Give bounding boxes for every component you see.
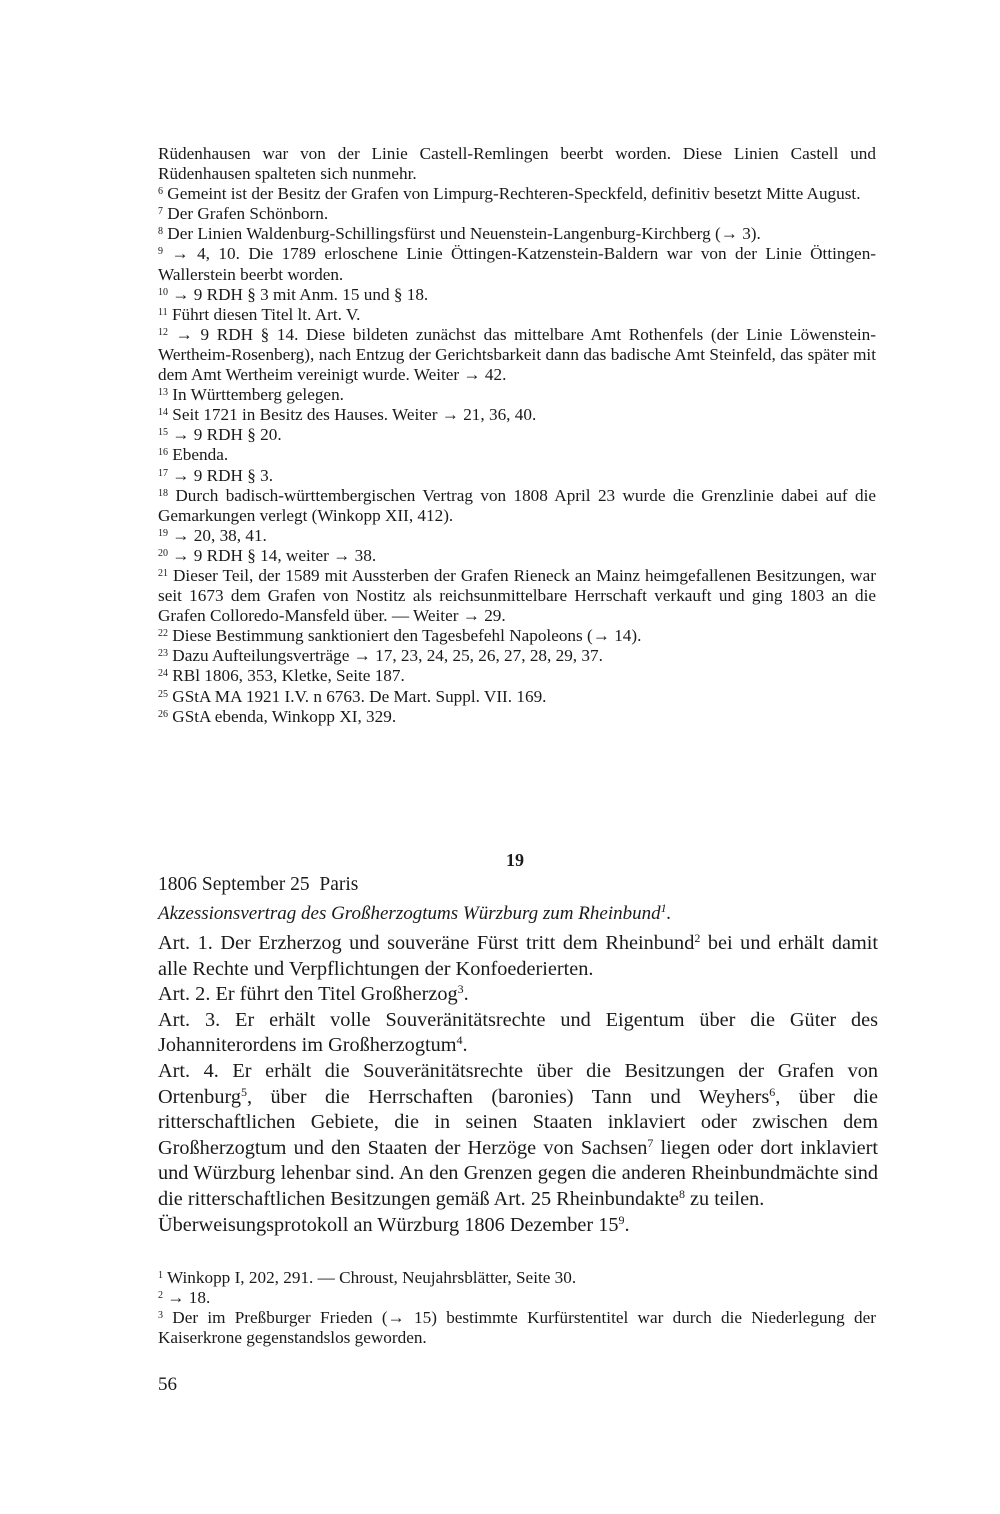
footnote-text: Ebenda. xyxy=(172,445,229,465)
footnote-text: GStA MA 1921 I.V. n 6763. De Mart. Suppl. VII. 169. xyxy=(172,686,547,706)
article-text: Art. 1. Der Erzherzog und souveräne Fürst tritt dem Rheinbund xyxy=(158,932,695,954)
footnote xyxy=(158,566,876,626)
footnote-text: → 20, 38, 41. xyxy=(172,525,267,545)
article-text: . xyxy=(462,1034,468,1057)
footnote xyxy=(158,305,876,325)
footnote-text: → 18. xyxy=(167,1288,211,1308)
article-text: . xyxy=(624,1213,630,1236)
footnote-text: In Württemberg gelegen. xyxy=(172,385,344,405)
footnote xyxy=(158,626,876,646)
article-2 xyxy=(158,982,878,1008)
footnote-mark: 23 xyxy=(158,648,168,660)
footnote-text: Der im Preßburger Frieden (→ 15) bestimmte Kurfürstentitel war durch die Niederlegung der Kaiserkrone gegenstandslos geworden. xyxy=(158,1308,876,1348)
document-title-end: . xyxy=(666,903,672,924)
footnote-mark: 7 xyxy=(158,206,163,218)
footnote xyxy=(158,1268,876,1288)
footnote-text: Seit 1721 in Besitz des Hauses. Weiter → 21, 36, 40. xyxy=(172,405,537,425)
footnote-mark: 24 xyxy=(158,668,168,680)
footnote-mark: 10 xyxy=(158,286,168,298)
footnote xyxy=(158,546,876,566)
footnote-text: GStA ebenda, Winkopp XI, 329. xyxy=(172,706,397,726)
footnote-ref: 8 xyxy=(678,1186,685,1201)
article-text: , über die Herrschaften (baronies) Tann und Weyhers xyxy=(247,1085,770,1108)
footnote-mark: 18 xyxy=(158,487,168,499)
article-4 xyxy=(158,1059,878,1213)
footnote-text: Der Linien Waldenburg-Schillingsfürst und Neuenstein-Langenburg-Kirchberg (→ 3). xyxy=(167,224,761,244)
footnote-ref: 9 xyxy=(618,1212,625,1227)
footnote-mark: 8 xyxy=(158,226,163,238)
treaty-articles xyxy=(158,931,878,1238)
footnote xyxy=(158,204,876,224)
article-text: . xyxy=(463,983,469,1006)
footnote xyxy=(158,1288,876,1308)
footnote-text: → 9 RDH § 20. xyxy=(172,425,282,445)
footnote-mark: 20 xyxy=(158,547,168,559)
footnote-mark: 15 xyxy=(158,427,168,439)
footnote xyxy=(158,184,876,204)
footnote-mark: 13 xyxy=(158,387,168,399)
footnote xyxy=(158,486,876,526)
footnote xyxy=(158,325,876,385)
article-text: Überweisungsprotokoll an Würzburg 1806 Dezember 15 xyxy=(158,1213,619,1236)
footnote-text: Führt diesen Titel lt. Art. V. xyxy=(171,304,361,324)
footnote-ref: 4 xyxy=(456,1033,463,1048)
article-text: Art. 3. Er erhält volle Souveränitätsrechte und Eigentum über die Güter des Johanniterordens im Großherzogtum xyxy=(158,1008,878,1057)
footnote-ref: 1 xyxy=(660,901,667,915)
transfer-protocol xyxy=(158,1213,878,1239)
footnote-mark: 11 xyxy=(158,306,168,318)
footnote-mark: 26 xyxy=(158,708,168,720)
footnote xyxy=(158,405,876,425)
footnote-text: Gemeint ist der Besitz der Grafen von Limpurg-Rechteren-Speckfeld, definitiv besetzt Mitte August. xyxy=(167,184,861,204)
article-3 xyxy=(158,1008,878,1059)
footnote xyxy=(158,526,876,546)
footnote xyxy=(158,687,876,707)
footnote xyxy=(158,425,876,445)
footnote xyxy=(158,466,876,486)
footnote-mark: 16 xyxy=(158,447,168,459)
page-number: 56 xyxy=(158,1374,177,1395)
footnote-text: → 9 RDH § 14, weiter → 38. xyxy=(172,545,377,565)
article-text: , über die ritterschaftlichen Gebiete, die in seinen Staaten inklaviert oder zwischen dem Großherzogtum und den Staaten der Herzöge von Sachsen xyxy=(158,1085,878,1159)
footnote-text: → 9 RDH § 3. xyxy=(172,465,274,485)
document-date: 1806 September 25 xyxy=(158,874,310,895)
footnote-mark: 9 xyxy=(158,246,163,258)
footnote-mark: 21 xyxy=(158,567,168,579)
document-title xyxy=(158,903,876,925)
article-text: bei und erhält damit alle Rechte und Verpflichtungen der Konfoederierten. xyxy=(158,932,879,980)
document-dateline xyxy=(158,874,358,896)
footnote-mark: 12 xyxy=(158,326,168,338)
footnote xyxy=(158,285,876,305)
article-text: zu teilen. xyxy=(684,1187,765,1210)
footnote xyxy=(158,445,876,465)
footnote-text: → 9 RDH § 14. Diese bildeten zunächst das mittelbare Amt Rothenfels (der Linie Löwenstein-Wertheim-Rosenberg), nach Entzug der Gerichtsbarkeit dann das badische Amt Steinfeld, das später mit dem Amt Wertheim vereinigt wurde. Weiter → 42. xyxy=(158,324,876,385)
footnote-ref: 3 xyxy=(457,982,464,997)
footnote-text: Diese Bestimmung sanktioniert den Tagesbefehl Napoleons (→ 14). xyxy=(172,626,642,646)
footnote xyxy=(158,385,876,405)
footnote-mark: 2 xyxy=(158,1290,163,1302)
footnote-ref: 7 xyxy=(647,1135,654,1150)
footnote xyxy=(158,224,876,244)
footnote-mark: 6 xyxy=(158,186,163,198)
footnote xyxy=(158,707,876,727)
footnote-mark: 17 xyxy=(158,467,168,479)
footnote-mark: 1 xyxy=(158,1270,163,1281)
footnote-ref: 2 xyxy=(694,931,701,945)
footnote-mark: 19 xyxy=(158,527,168,539)
footnote xyxy=(158,144,876,184)
footnote-ref: 6 xyxy=(769,1084,776,1099)
footnote-text: → 9 RDH § 3 mit Anm. 15 und § 18. xyxy=(172,284,429,304)
footnote-text: Rüdenhausen war von der Linie Castell-Remlingen beerbt worden. Diese Linien Castell und Rüdenhausen spalteten sich nunmehr. xyxy=(158,144,876,184)
footnote xyxy=(158,244,876,284)
footnote-text: Dieser Teil, der 1589 mit Aussterben der Grafen Rieneck an Mainz heimgefallenen Besitzungen, war seit 1673 dem Grafen von Nostitz als reichsunmittelbare Herrschaft verkauft und ging 1803 an die Grafen Colloredo-Mansfeld über. — Weiter → 29. xyxy=(158,565,876,626)
document-title-text: Akzessionsvertrag des Großherzogtums Würzburg zum Rheinbund xyxy=(158,903,661,924)
footnote xyxy=(158,1308,876,1348)
footnote-mark: 22 xyxy=(158,628,168,640)
footnote-text: Dazu Aufteilungsverträge → 17, 23, 24, 25, 26, 27, 28, 29, 37. xyxy=(172,646,603,666)
footnote-mark: 14 xyxy=(158,407,168,419)
footnote-ref: 5 xyxy=(241,1084,247,1099)
document-place: Paris xyxy=(319,874,359,895)
footnote-text: → 4, 10. Die 1789 erloschene Linie Öttingen-Katzenstein-Baldern war von der Linie Öttingen-Wallerstein beerbt worden. xyxy=(158,244,877,284)
footnote-text: Winkopp I, 202, 291. — Chroust, Neujahrsblätter, Seite 30. xyxy=(167,1268,577,1287)
footnotes xyxy=(158,1268,876,1348)
footnote xyxy=(158,666,876,686)
footnote-text: Der Grafen Schönborn. xyxy=(167,204,329,224)
footnote-mark: 3 xyxy=(158,1310,163,1322)
footnote-text: RBl 1806, 353, Kletke, Seite 187. xyxy=(172,666,405,686)
footnote xyxy=(158,646,876,666)
article-1 xyxy=(158,931,878,982)
footnote-text: Durch badisch-württembergischen Vertrag von 1808 April 23 wurde die Grenzlinie dabei auf die Gemarkungen verlegt (Winkopp XII, 412). xyxy=(158,485,877,525)
footnote-mark: 25 xyxy=(158,688,168,700)
article-text: Art. 4. Er erhält die Souveränitätsrechte über die Besitzungen der Grafen von Ortenburg xyxy=(158,1059,878,1108)
article-text: liegen oder dort inklaviert und Würzburg lehenbar sind. An den Grenzen gegen die anderen Rheinbundmächte sind die ritterschaftlichen Besitzungen gemäß Art. 25 Rheinbundakte xyxy=(158,1136,878,1210)
footnotes-continued xyxy=(158,144,876,727)
article-text: Art. 2. Er führt den Titel Großherzog xyxy=(158,983,458,1006)
book-page: Rüdenhausen war von der Linie Castell-Remlingen beerbt worden. Diese Linien Castell und Rüdenhausen spalteten sich nunmehr. $^6$ Gemeint ist der Besitz der Grafen von Limpurg-Rechteren-Speckfeld, definitiv besetzt Mitte August. $^7$ Der Grafen Schönborn. $^8$ Der Linien Waldenburg-Schillingsfürst und Neuenstein-Langenburg-Kirchberg (→ 3). $^9$ → 4, 10. Die 1789 erloschene Linie Öttingen-Katzenstein-Baldern war von der Linie Öttingen-Wallerstein beerbt worden. $^{10}$ → 9 RDH § 3 mit Anm. 15 und § 18. $^{11}$ Führt diesen Titel lt. Art. V. $^{12}$ → 9 RDH § 14. Diese bildeten zunächst das mittelbare Amt Rothenfels (der Linie Löwenstein-Wertheim-Rosenberg), nach Entzug der Gerichtsbarkeit dann das badische Amt Steinfeld, das später mit dem Amt Wertheim vereinigt wurde. Weiter → 42. $^{13}$ In Württemberg gelegen. $^{14}$ Seit 1721 in Besitz des Hauses. Weiter → 21, 36, 40. $^{15}$ → 9 RDH § 20. $^{16}$ Ebenda. $^{17}$ → 9 RDH § 3. $^{18}$ Durch badisch-württembergischen Vertrag von 1808 April 23 wurde die Grenzlinie dabei auf die Gemarkungen verlegt (Winkopp XII, 412). $^{19}$ → 20, 38, 41. $^{20}$ → 9 RDH § 14, weiter → 38. $^{21}$ Dieser Teil, der 1589 mit Aussterben der Grafen Rieneck an Mainz heimgefallenen Besitzungen, war seit 1673 dem Grafen von Nostitz als reichsunmittelbare Herrschaft verkauft und ging 1803 an die Grafen Colloredo-Mansfeld über. — Weiter → 29. $^{22}$ Diese Bestimmung sanktioniert den Tagesbefehl Napoleons (→ 14). $^{23}$ Dazu Aufteilungsverträge → 17, 23, 24, 25, 26, 27, 28, 29, 37. $^{24}$ RBl 1806, 353, Kletke, Seite 187. $^{25}$ GStA MA 1921 I.V. n 6763. De Mart. Suppl. VII. 169. $^{26}$ GStA ebenda, Winkopp XI, 329. 19 1806 September 25 Paris Akzessionsvertrag des Großherzogtums Würzburg zum Rheinbund$^1$. Art. 1. Der Erzherzog und souveräne Fürst tritt dem Rheinbund$^2$ bei und erhält damit alle Rechte und Verpflichtungen der Konfoederierten. Art. 2. Er führt den Titel Großherzog$^3$. Art. 3. Er erhält volle Souveränitätsrechte und Eigentum über die Güter des Johanniterordens im Großherzogtum$^4$. Art. 4. Er erhält die Souveränitätsrechte über die Besitzungen der Grafen von Ortenburg$^5$, über die Herrschaften (baronies) Tann und Weyhers$^6$, über die ritterschaftlichen Gebiete, die in seinen Staaten inklaviert oder zwischen dem Großherzogtum und den Staaten der Herzöge von Sachsen$^7$ liegen oder dort inklaviert und Würzburg lehenbar sind. An den Grenzen gegen die anderen Rheinbundmächte sind die ritterschaftlichen Besitzungen gemäß Art. 25 Rheinbundakte$^8$ zu teilen. Überweisungsprotokoll an Würzburg 1806 Dezember $15^9$. $^1$ Winkopp I, 202, 291. — Chroust, Neujahrsblätter, Seite 30. $^2$ → 18. $^3$ Der im Preßburger Frieden (→ 15) bestimmte Kurfürstentitel war durch die Niederlegung der Kaiserkrone gegenstandslos geworden. 56 xyxy=(158,144,879,1395)
